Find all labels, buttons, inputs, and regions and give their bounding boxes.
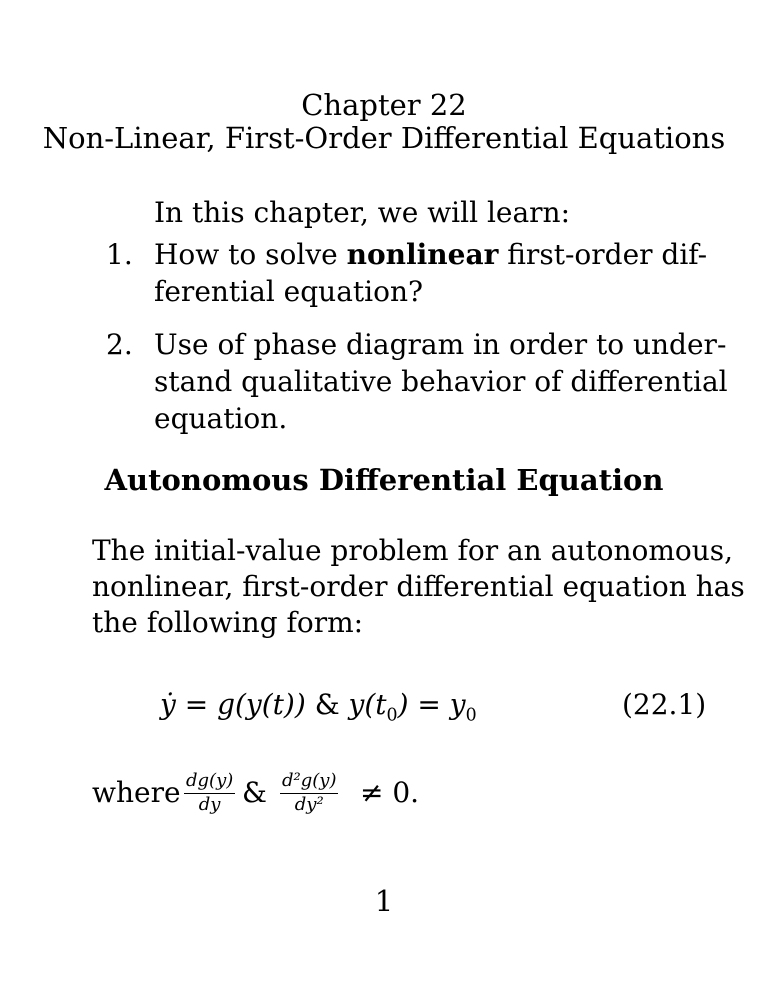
second-derivative-fraction: $\frac{\text{d²g(y)}}{\text{dy²}}$	[282, 770, 337, 815]
section-heading: Autonomous Differential Equation	[104, 463, 664, 497]
paragraph-line: The initial-value problem for an autonomous,	[92, 534, 734, 567]
equation-body: ẏ = g(y(t)) & $y(t_0) = y_0$	[160, 688, 477, 726]
objective-line: equation.	[154, 402, 288, 435]
ampersand: &	[242, 776, 267, 809]
intro-text: In this chapter, we will learn:	[154, 196, 571, 229]
display-equation	[0, 688, 768, 736]
chapter-title: Non-Linear, First-Order Differential Equations	[42, 121, 726, 155]
equation-number: (22.1)	[622, 688, 707, 721]
objective-line: stand qualitative behavior of differential	[154, 365, 728, 398]
objective-number: 2.	[106, 328, 133, 361]
paragraph-line: the following form:	[92, 606, 364, 639]
paragraph-line: nonlinear, first-order differential equation has	[92, 570, 745, 603]
emphasis-nonlinear: nonlinear	[346, 238, 499, 271]
objective-number: 1.	[106, 238, 133, 271]
not-equal-zero: ≠ 0.	[360, 776, 420, 809]
objective-line: ferential equation?	[154, 275, 424, 308]
objective-line: How to solve nonlinear first-order dif-	[154, 238, 708, 271]
objective-line: Use of phase diagram in order to under-	[154, 328, 727, 361]
page-number: 1	[374, 884, 394, 918]
where-word: where	[92, 776, 181, 809]
chapter-label: Chapter 22	[301, 88, 467, 122]
first-derivative-fraction: $\frac{dg(y)}{dy}$	[186, 770, 234, 815]
